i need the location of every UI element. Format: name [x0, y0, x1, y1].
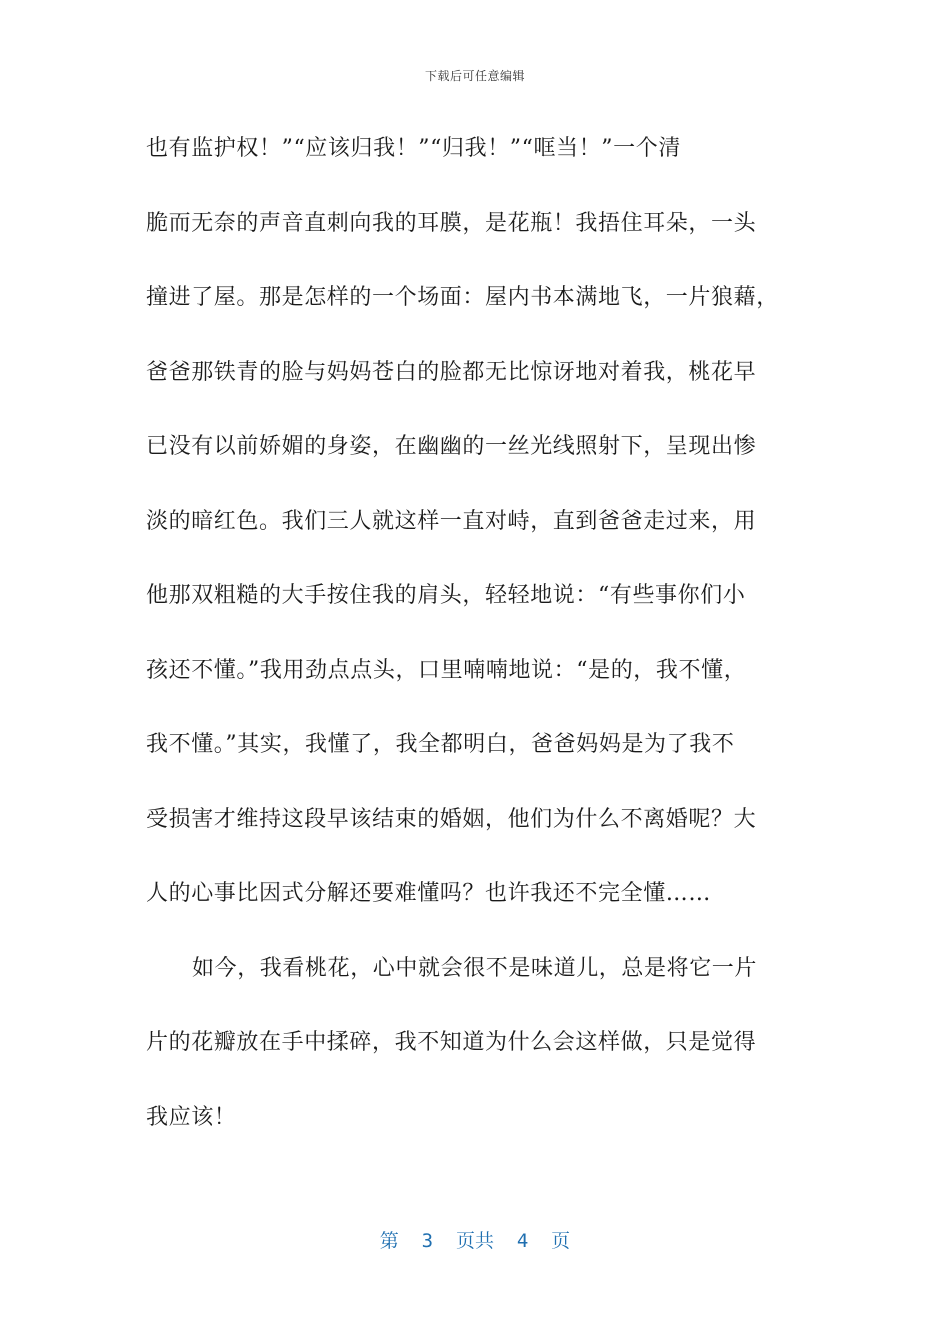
text-line: 爸爸那铁青的脸与妈妈苍白的脸都无比惊讶地对着我，桃花早: [146, 359, 757, 385]
text-line: 我应该！: [146, 1104, 237, 1130]
page-number-footer: 第 3 页共 4 页: [379, 1230, 571, 1252]
text-line: 撞进了屋。那是怎样的一个场面：屋内书本满地飞，一片狼藉，: [146, 285, 779, 310]
text-line: 也有监护权！”“应该归我！”“归我！”“哐当！”一个清: [146, 136, 681, 161]
text-line: 孩还不懂。”我用劲点点头，口里喃喃地说：“是的，我不懂，: [146, 657, 747, 683]
text-line: 我不懂。”其实，我懂了，我全都明白，爸爸妈妈是为了我不: [146, 732, 735, 757]
text-line: 受损害才维持这段早该结束的婚姻，他们为什么不离婚呢？大: [146, 806, 757, 832]
text-line: 他那双粗糙的大手按住我的肩头，轻轻地说：“有些事你们小: [146, 583, 746, 608]
text-line: 淡的暗红色。我们三人就这样一直对峙，直到爸爸走过来，用: [146, 508, 757, 534]
text-line-paragraph-start: 如今，我看桃花，心中就会很不是味道儿，总是将它一片: [192, 955, 758, 981]
document-body: [146, 112, 806, 1155]
header-note: 下载后可任意编辑: [424, 69, 525, 83]
text-line: 脆而无奈的声音直刺向我的耳膜，是花瓶！我捂住耳朵，一头: [146, 210, 757, 236]
text-line: 已没有以前娇媚的身姿，在幽幽的一丝光线照射下，呈现出惨: [146, 434, 757, 459]
text-line: 人的心事比因式分解还要难懂吗？也许我还不完全懂……: [146, 881, 712, 906]
text-line: 片的花瓣放在手中揉碎，我不知道为什么会这样做，只是觉得: [146, 1030, 757, 1055]
